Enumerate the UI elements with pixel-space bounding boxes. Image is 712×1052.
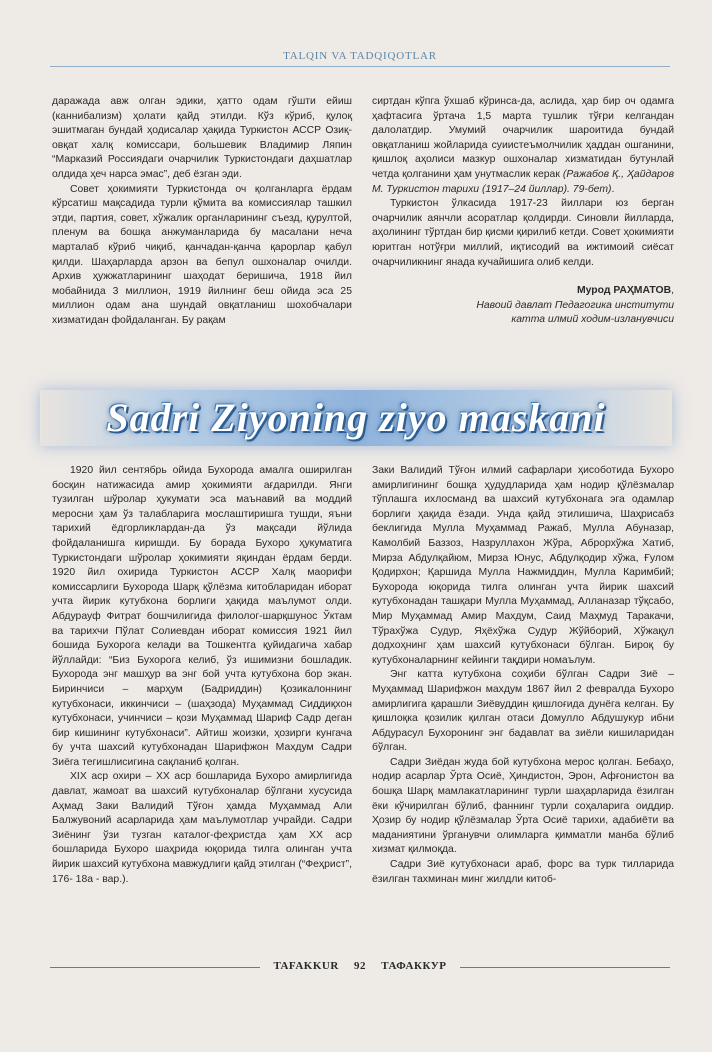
footer-divider-right (460, 967, 670, 968)
paragraph (372, 95, 674, 197)
author-position: катта илмий ходим-изланувчиси (511, 314, 674, 326)
paragraph: Совет ҳокимияти Туркистонда оч қолганларга ёрдам кўрсатиш мақсадида турли қўмита ва комиссиялар ташкил этди, партия, совет, хўжалик органларининг съезд, қурултой, пленум ва бошқа анжуманларида бу масалани неча марталаб кўриб чиқиб, қанчадан-қанча қарорлар қабул қилди. Шаҳарларда арзон ва бепул ошхоналар очилди. Архив ҳужжатларининг шаҳодат беришича, 1918 йил мобайнида 3 миллион, 1919 йилнинг беш ойида эса 25 миллион одам ана шундай овқатланиш шохобчалари хизматидан фойдаланган. Бу рақам (52, 183, 352, 326)
citation: (Ражабов Қ., Ҳайдаров М. Туркистон тарихи (1917–24 йиллар). 79-бет) (372, 168, 674, 195)
punctuation: , (671, 285, 674, 297)
author-signature (372, 284, 674, 328)
paragraph: Садри Зиё кутубхонаси араб, форс ва турк тилларида ёзилган тахминан минг жилдли китоб- (372, 859, 674, 885)
paragraph: 1920 йил сентябрь ойида Бухорода амалга оширилган босқин натижасида амир ҳокимияти ағдарилди. Янги тузилган шўролар ҳукумати эса маънавий ва моддий меросни ҳам ўз талабларига мослаштиришга тушди, яъни тарихий ёдгорликлардан-да ўз мақсади йўлида фойдаланишга киришди. Бу борада Бухоро ҳукуматига Туркистондаги шўролар ҳокимияти яқиндан ёрдам берди. 1920 йил охирида Туркистон АССР Халқ маорифи комиссарлиги Бухорода Шарқ қўлёзма китобларидан иборат учта йирик кутубхона борлиги ҳақида маълумот олди. Абдурауф Фитрат бошчилигида филолог-шарқшунос Ўктам ва тарихчи Пўлат Солиевдан иборат комиссия 1921 йил бошида Бухорога келади ва Тошкентга қуйидагича хабар йўллайди: “Биз Бухорога келиб, ўз ишимизни бошладик. Бухорода энг машҳур ва энг бой учта кутубхона бор экан. Биринчиси – марҳум (Бадриддин) Қозикалоннинг кутубхонаси, иккинчиси – (шаҳзода) Муҳаммад Сиддиқхон кутубхонаси, учинчиси – қози Муҳаммад Шариф Садр деган бир кишининг кутубхонаси”. Айтиш жоизки, ҳозирги кунгача бу учта шахсий кутубхонадан Шарифжон Махдум Садри Зиёга тегишлисигина сақланиб қолган. (52, 465, 352, 768)
author-name-line (372, 284, 674, 299)
author-name: Мурод РАҲМАТОВ (577, 285, 672, 297)
author-affiliation: Навоий давлат Педагогика институти (476, 299, 674, 311)
page-number: 92 (354, 960, 367, 972)
article-title: Sadri Ziyoning ziyo maskani (106, 395, 606, 440)
paragraph: Садри Зиёдан жуда бой кутубхона мерос қолган. Бебаҳо, нодир асарлар Ўрта Осиё, Ҳиндистон, Эрон, Афғонистон ва бошқа Шарқ мамлакатларининг турли шаҳарларида ёзилган ёки кўчирилган бўлиб, фаннинг турли соҳаларига оиддир. Ҳозир бу нодир қўлёзмалар Ўрта Осиё тарихи, адабиёти ва маданиятини ўрганувчи олимларга қимматли манба бўлиб хизмат қилмоқда. (372, 756, 674, 856)
footer-divider-left (50, 967, 260, 968)
bottom-right-column (372, 464, 674, 887)
footer-text (260, 960, 460, 972)
paragraph: Энг катта кутубхона соҳиби бўлган Садри Зиё – Муҳаммад Шарифжон махдум 1867 йил 2 февралда Бухоро амирлигига қарашли Зиёвуддин қишлоғида дунёга келган. Бу қишлоқка қозилик қилган отаси Домулло Абдушукур ибни Абдурасул Бухоронинг энг бадавлат ва зиёли кишиларидан бўлган. (372, 669, 674, 754)
article-title-banner (40, 390, 672, 446)
bottom-left-column (52, 464, 352, 887)
footer-magazine-cyrillic: ТАФАККУР (381, 960, 447, 972)
top-right-column (372, 95, 674, 328)
top-left-column (52, 95, 352, 329)
section-title: TALQIN VA TADQIQOTLAR (283, 50, 437, 62)
footer-magazine-latin: TAFAKKUR (273, 960, 339, 972)
paragraph: Туркистон ўлкасида 1917-23 йиллари юз берган очарчилик аянчли асоратлар қолдирди. Синовли йилларда, аҳолининг тўртдан бир қисми қирилиб кетди. Совет ҳокимияти юритган нотўғри миллий, иқтисодий ва ижтимоий сиёсат очарчиликнинг янада кучайишига олиб келди. (372, 198, 674, 268)
page-footer (50, 958, 670, 978)
header-divider (50, 66, 670, 67)
paragraph: Заки Валидий Тўғон илмий сафарлари ҳисоботида Бухоро амирлигининг бошқа ҳудудларида ҳам нодир қўлёзмалар тўплашга ихлосманд ва шахсий кутубхонага эга одамлар борлиги ҳақида ёзади. Унда қайд этилишича, Шаҳрисабз беклигида Мулла Муҳаммад Ражаб, Мулла Абуназар, Камолбий Баззоз, Назруллахон Жўра, Аброрхўжа Хатиб, Мирза Абдулқайюм, Мирза Юнус, Абдулқодир хўжа, Ғулом Қодирхон; Қаршида Мулла Нажмиддин, Мулла Каримбий; Бухорода юқорида тилга олинган учта йирик шахсий кутубхонадан ташқари Мулла Муҳаммад, Алланазар тўқсабо, Мир Муҳаммад Амир Махдум, Саид Маҳмуд Таракачи, Тўрахўжа Судур, Яҳёхўжа Судур Жўйборий, Хўжақул додхоҳнинг ҳам шахсий кутубхонаси бўлган. Бироқ бу кутубхоналарнинг кейинги тақдири номаълум. (372, 465, 674, 666)
punctuation: . (611, 183, 615, 195)
running-header (50, 50, 670, 74)
paragraph-text: сиртдан кўпга ўхшаб кўринса-да, аслида, ҳар бир оч одамга ҳафтасига ўртача 1,5 марта тушлик тўғри келгандан далолатдир. Умумий очарчилик шароитида бундай овқатланиш жойларида суиистеъмолчилик ҳаддан ошганини, қишлоқ аҳолиси мазкур ошхоналар хизматидан бутунлай четда қолганини ҳам унутмаслик керак (372, 96, 674, 180)
paragraph: даражада авж олган эдики, ҳатто одам гўшти ейиш (каннибализм) ҳолати қайд этилди. Кўз кўриб, қулоқ эшитмаган бундай ҳодисалар ҳақида Туркистон АССР Озиқ-овқат халқ комиссари, большевик Владимир Ляпин “Марказий Россиядаги очарчилик Туркистондаги даҳшатлар олдида ҳеч нарса эмас”, деб ёзган эди. (52, 96, 352, 180)
paragraph: XIX аср охири – XX аср бошларида Бухоро амирлигида давлат, жамоат ва шахсий кутубхоналар бўлгани хусусида Аҳмад Заки Валидий Тўғон ҳамда Муҳаммад Али Балжувоний асарларида ҳам маълумотлар учрайди. Садри Зиёнинг ўзи тузган каталог-феҳристда ҳам XX аср бошларида Бухоро шаҳрида юқорида тилга олинган учта йирик шахсий кутубхона мавжудлиги қайд этилган (“Феҳрист”, 176- 18а - вар.). (52, 771, 352, 885)
